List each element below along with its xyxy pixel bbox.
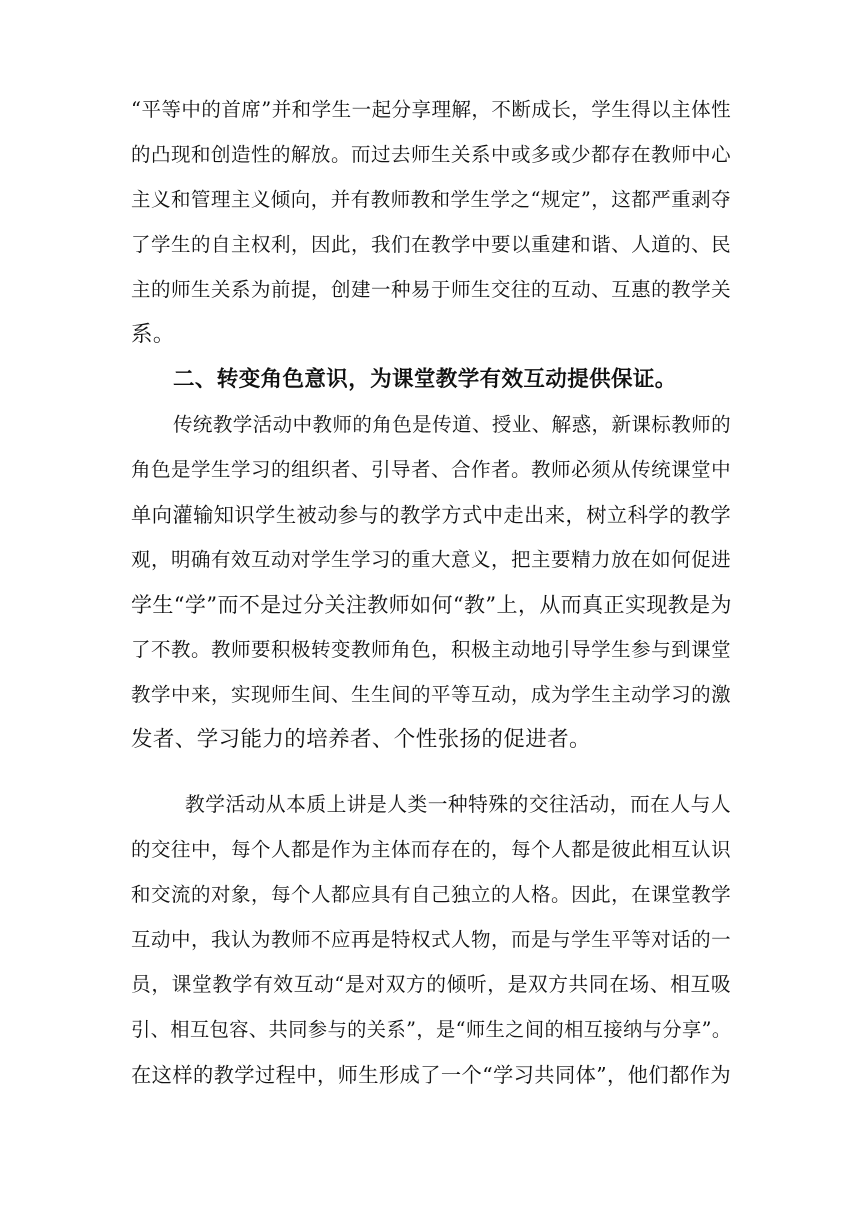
paragraph-line: 互动中，我认为教师不应再是特权式人物，而是与学生平等对话的一 bbox=[131, 928, 731, 951]
paragraph-line: 引、相互包容、共同参与的关系”，是“师生之间的相互接纳与分享”。 bbox=[131, 1018, 732, 1041]
paragraph-line: 了不教。教师要积极转变教师角色，积极主动地引导学生参与到课堂 bbox=[131, 638, 731, 661]
paragraph-line: 传统教学活动中教师的角色是传道、授业、解惑，新课标教师的 bbox=[173, 413, 731, 436]
paragraph-line: 主义和管理主义倾向，并有教师教和学生学之“规定”，这都严重剥夺 bbox=[131, 188, 731, 211]
paragraph-line: 主的师生关系为前提，创建一种易于师生交往的互动、互惠的教学关 bbox=[131, 278, 731, 301]
paragraph-line: 角色是学生学习的组织者、引导者、合作者。教师必须从传统课堂中 bbox=[131, 458, 731, 481]
paragraph-line: 教学中来，实现师生间、生生间的平等互动，成为学生主动学习的激 bbox=[131, 683, 731, 706]
paragraph-line: 发者、学习能力的培养者、个性张扬的促进者。 bbox=[131, 727, 591, 752]
paragraph-line: 系。 bbox=[131, 322, 175, 347]
paragraph-line: 了学生的自主权利，因此，我们在教学中要以重建和谐、人道的、民 bbox=[131, 233, 731, 256]
paragraph-line: 在这样的教学过程中，师生形成了一个“学习共同体”，他们都作为 bbox=[131, 1063, 731, 1087]
paragraph-line: 的交往中，每个人都是作为主体而存在的，每个人都是彼此相互认识 bbox=[131, 838, 731, 861]
paragraph-line: 的凸现和创造性的解放。而过去师生关系中或多或少都存在教师中心 bbox=[131, 143, 731, 166]
paragraph-line: 单向灌输知识学生被动参与的教学方式中走出来，树立科学的教学 bbox=[131, 503, 731, 527]
paragraph-line: 员，课堂教学有效互动“是对双方的倾听，是双方共同在场、相互吸 bbox=[131, 973, 731, 996]
paragraph-line: “平等中的首席”并和学生一起分享理解，不断成长，学生得以主体性 bbox=[131, 98, 731, 121]
section-heading: 二、转变角色意识，为课堂教学有效互动提供保证。 bbox=[173, 367, 677, 392]
paragraph-line: 学生“学”而不是过分关注教师如何“教”上，从而真正实现教是为 bbox=[131, 593, 732, 617]
paragraph-line: 和交流的对象，每个人都应具有自己独立的人格。因此，在课堂教学 bbox=[131, 883, 731, 906]
paragraph-line: 观，明确有效互动对学生学习的重大意义，把主要精力放在如何促进 bbox=[131, 548, 731, 571]
paragraph-line: 教学活动从本质上讲是人类一种特殊的交往活动，而在人与人 bbox=[185, 793, 731, 816]
